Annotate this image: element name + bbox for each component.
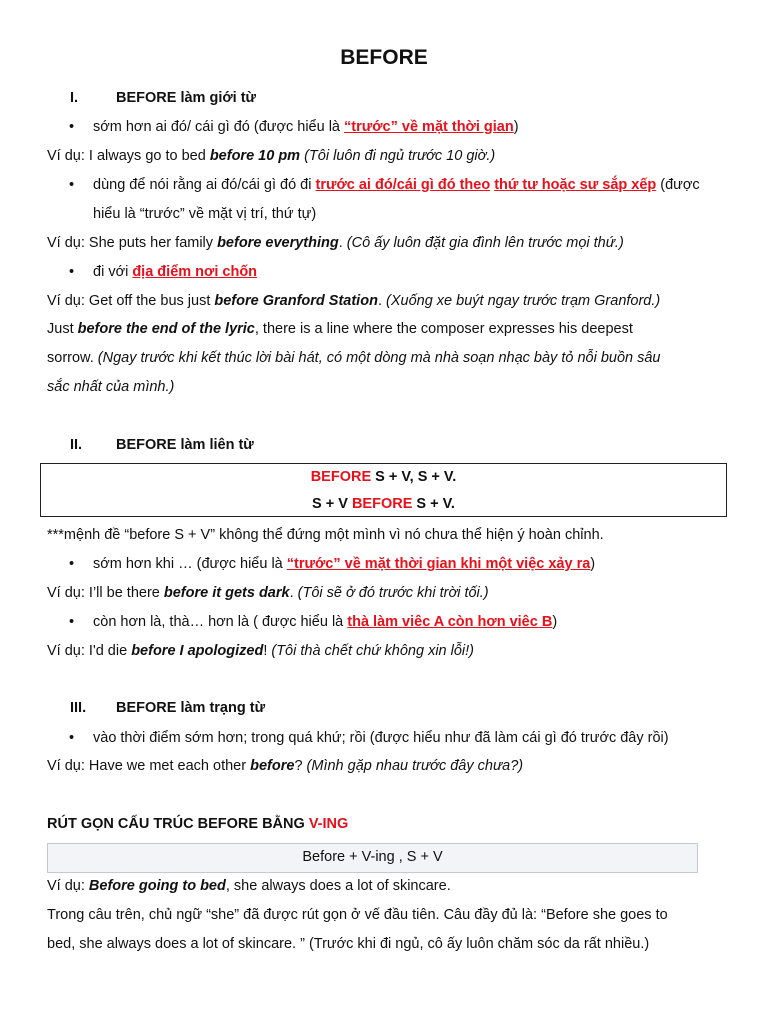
highlight-text: trước ai đó/cái gì đó theo	[315, 177, 491, 193]
example-text: ?	[294, 758, 307, 774]
section-2-title: BEFORE làm liên từ	[116, 437, 254, 453]
bullet-item	[47, 613, 728, 631]
bullet-icon: •	[69, 730, 75, 746]
bullet-icon: •	[69, 177, 75, 193]
bullet-item	[47, 263, 728, 281]
section-4-title-accent: V-ING	[308, 816, 349, 832]
example-line	[47, 757, 728, 775]
example-line	[47, 147, 728, 165]
formula-text: S + V.	[412, 496, 455, 512]
bullet-icon: •	[69, 264, 75, 280]
section-2-number: II.	[70, 437, 83, 453]
paragraph-line: Trong câu trên, chủ ngữ “she” đã được rút gọn ở vế đầu tiên. Câu đầy đủ là: “Before she goes to	[47, 907, 668, 923]
example-line	[47, 234, 728, 252]
formula-box	[40, 463, 727, 517]
example-line	[47, 292, 728, 310]
bullet-text: sớm hơn ai đó/ cái gì đó (được hiểu là	[93, 119, 345, 135]
bullet-text: còn hơn là, thà… hơn là ( được hiểu là	[93, 614, 348, 630]
formula-keyword: BEFORE	[310, 469, 372, 485]
example-line	[47, 349, 728, 367]
section-4-heading	[47, 815, 348, 833]
example-text: Just	[47, 321, 78, 337]
bullet-icon: •	[69, 119, 75, 135]
section-2-heading	[70, 436, 728, 454]
example-text: Ví dụ:	[47, 878, 89, 894]
example-emphasis: before	[250, 758, 295, 774]
section-3-number: III.	[70, 700, 87, 716]
example-text: Ví dụ: Have we met each other	[47, 758, 251, 774]
example-translation: sắc nhất của mình.)	[47, 379, 175, 395]
example-translation: (Xuống xe buýt ngay trước trạm Granford.)	[386, 293, 661, 309]
highlight-text: thứ tư hoặc sư sắp xếp	[494, 177, 657, 193]
example-text: .	[338, 235, 347, 251]
example-text: !	[263, 643, 272, 659]
example-text: Ví dụ: She puts her family	[47, 235, 218, 251]
example-text: .	[377, 293, 386, 309]
section-1-heading	[70, 89, 728, 107]
bullet-icon: •	[69, 614, 75, 630]
example-translation: (Tôi thà chết chứ không xin lỗi!)	[271, 643, 474, 659]
bullet-text: vào thời điểm sớm hơn; trong quá khứ; rồi (được hiểu như đã làm cái gì đó trước đây rồi)	[93, 730, 669, 746]
formula-box-shaded: Before + V-ing , S + V	[47, 843, 698, 873]
example-text: .	[289, 585, 298, 601]
formula-row	[41, 495, 726, 513]
example-emphasis: Before going to bed	[88, 878, 226, 894]
highlight-text: địa điểm nơi chốn	[132, 264, 258, 280]
example-emphasis: before everything	[217, 235, 339, 251]
example-line	[47, 877, 728, 895]
document-title: BEFORE	[340, 46, 428, 69]
example-text: Ví dụ: I’ll be there	[47, 585, 164, 601]
example-text: Ví dụ: Get off the bus just	[47, 293, 215, 309]
section-3-title: BEFORE làm trạng từ	[116, 700, 266, 716]
example-emphasis: before it gets dark	[163, 585, 290, 601]
highlight-text: “trước” về mặt thời gian khi một việc xảy ra	[286, 556, 591, 572]
bullet-text: đi với	[93, 264, 133, 280]
example-text: sorrow.	[47, 350, 98, 366]
section-3-heading	[70, 699, 728, 717]
bullet-text: (được	[656, 177, 700, 193]
bullet-item	[47, 555, 728, 573]
formula-row	[41, 468, 726, 486]
example-emphasis: before Granford Station	[214, 293, 378, 309]
section-1-number: I.	[70, 90, 79, 106]
example-text: Ví dụ: I always go to bed	[47, 148, 210, 164]
section-4-title: RÚT GỌN CẤU TRÚC BEFORE BẰNG	[47, 816, 309, 832]
bullet-continuation: hiểu là “trước” về mặt vị trí, thứ tự)	[93, 206, 317, 222]
bullet-item	[47, 118, 728, 136]
example-emphasis: before I apologized	[131, 643, 264, 659]
example-translation: (Ngay trước khi kết thúc lời bài hát, có một dòng mà nhà soạn nhạc bày tỏ nỗi buồn sâu	[97, 350, 661, 366]
bullet-text: dùng để nói rằng ai đó/cái gì đó đi	[93, 177, 316, 193]
formula-text: S + V	[312, 496, 352, 512]
example-translation: (Mình gặp nhau trước đây chưa?)	[306, 758, 524, 774]
bullet-text: )	[513, 119, 519, 135]
example-emphasis: before the end of the lyric	[77, 321, 255, 337]
section-1-title: BEFORE làm giới từ	[116, 90, 257, 106]
example-translation: (Cô ấy luôn đặt gia đình lên trước mọi thứ.)	[346, 235, 624, 251]
bullet-text: )	[552, 614, 558, 630]
example-translation: (Tôi sẽ ở đó trước khi trời tối.)	[297, 585, 489, 601]
bullet-text: )	[590, 556, 596, 572]
bullet-item	[47, 176, 728, 194]
bullet-icon: •	[69, 556, 75, 572]
paragraph-line: bed, she always does a lot of skincare. ” (Trước khi đi ngủ, cô ấy luôn chăm sóc da rất nhiều.)	[47, 936, 650, 952]
bullet-text: sớm hơn khi … (được hiểu là	[93, 556, 287, 572]
example-line	[47, 584, 728, 602]
example-text: Ví dụ: I'd die	[47, 643, 132, 659]
example-text: , there is a line where the composer expresses his deepest	[254, 321, 633, 337]
example-line	[47, 642, 728, 660]
formula-keyword: BEFORE	[351, 496, 413, 512]
example-translation: (Tôi luôn đi ngủ trước 10 giờ.)	[300, 148, 496, 164]
highlight-text: thà làm viêc A còn hơn viêc B	[347, 614, 553, 630]
bullet-item	[47, 729, 728, 747]
highlight-text: “trước” về mặt thời gian	[344, 119, 514, 135]
example-line	[47, 320, 728, 338]
example-text: , she always does a lot of skincare.	[225, 878, 451, 894]
note-line: ***mệnh đề “before S + V” không thể đứng một mình vì nó chưa thể hiện ý hoàn chỉnh.	[47, 527, 604, 543]
formula-text: S + V, S + V.	[371, 469, 457, 485]
example-emphasis: before 10 pm	[209, 148, 301, 164]
